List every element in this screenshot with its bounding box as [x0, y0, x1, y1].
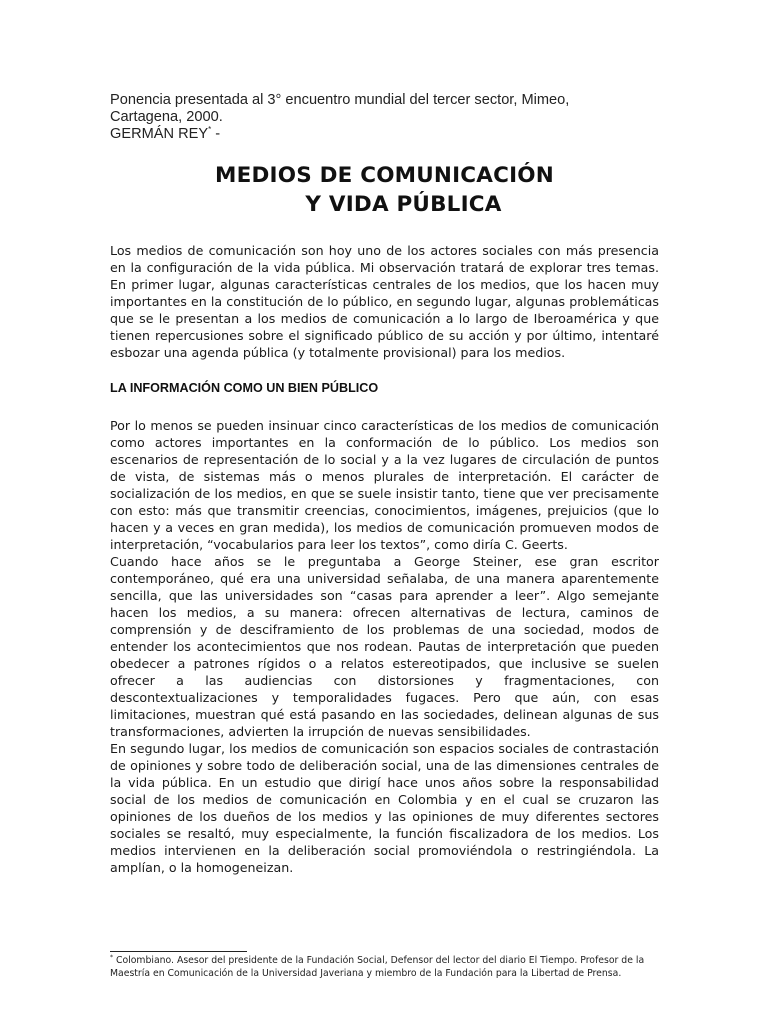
title-line-1: MEDIOS DE COMUNICACIÓN — [215, 163, 554, 188]
body-paragraph-3: En segundo lugar, los medios de comunicación son espacios sociales de contrastación de opiniones y sobre todo de deliberación social, una de las dimensiones centrales de la vida pública. En un estudio que dirigí hace unos años sobre la responsabilidad social de los medios de comunicación en Colombia y en el cual se cruzaron las opiniones de los dueños de los medios y las opiniones de muy diferentes sectores sociales se resaltó, muy especialmente, la función fiscalizadora de los medios. Los medios intervienen en la deliberación social promoviéndola o restringiéndola. La amplían, o la homogeneizan. — [110, 741, 659, 875]
footnote-mark: * — [110, 954, 113, 961]
document-page — [110, 92, 659, 876]
footnote-divider — [110, 951, 247, 952]
footnote-text: Colombiano. Asesor del presidente de la Fundación Social, Defensor del lector del diario El Tiempo. Profesor de la Maestría en Comunicación de la Universidad Javeriana y miembro de la Fundación para la Libertad de Prensa. — [110, 955, 645, 979]
title-line-2: Y VIDA PÚBLICA — [305, 192, 502, 217]
document-header — [110, 92, 659, 143]
author-line — [110, 126, 659, 143]
header-line-1: Ponencia presentada al 3° encuentro mundial del tercer sector, Mimeo, — [110, 92, 570, 108]
footnote — [110, 955, 670, 980]
header-line-2: Cartagena, 2000. — [110, 109, 223, 125]
body-paragraph-2: Cuando hace años se le preguntaba a George Steiner, ese gran escritor contemporáneo, qué era una universidad señalaba, de una manera aparentemente sencilla, que las universidades son “casas para aprender a leer”. Algo semejante hacen los medios, a su manera: ofrecen alternativas de lectura, caminos de comprensión y de desciframiento de los problemas de una sociedad, modos de entender los acontecimientos que nos rodean. Pautas de interpretación que pueden obedecer a patrones rígidos o a relatos estereotipados, que inclusive se suelen ofrecer a las audiencias con distorsiones y fragmentaciones, con descontextualizaciones y temporalidades fugaces. Pero que aún, con esas limitaciones, muestran qué está pasando en las sociedades, delinean algunas de sus transformaciones, advierten la irrupción de nuevas sensibilidades. — [110, 554, 659, 739]
author-suffix: - — [211, 126, 221, 142]
author-name: GERMÁN REY — [110, 126, 209, 142]
page-title — [110, 161, 659, 219]
section-heading: LA INFORMACIÓN COMO UN BIEN PÚBLICO — [110, 381, 379, 395]
body-paragraph-1: Por lo menos se pueden insinuar cinco características de los medios de comunicación como actores importantes en la conformación de lo público. Los medios son escenarios de representación de lo social y a la vez lugares de circulación de puntos de vista, de sistemas más o menos plurales de interpretación. El carácter de socialización de los medios, en que se suele insistir tanto, tiene que ver precisamente con esto: más que transmitir creencias, conocimientos, imágenes, prejuicios (que lo hacen y a veces en gran medida), los medios de comunicación promueven modos de interpretación, “vocabularios para leer los textos”, como diría C. Geerts. — [110, 418, 659, 552]
intro-paragraph: Los medios de comunicación son hoy uno de los actores sociales con más presencia en la configuración de la vida pública. Mi observación tratará de explorar tres temas. En primer lugar, algunas características centrales de los medios, que los hacen muy importantes en la constitución de lo público, en segundo lugar, algunas problemáticas que se le presentan a los medios de comunicación a lo largo de Iberoamérica y que tienen repercusiones sobre el significado público de su acción y por último, intentaré esbozar una agenda pública (y totalmente provisional) para los medios. — [110, 243, 659, 360]
author-footnote-mark: * — [208, 125, 212, 134]
